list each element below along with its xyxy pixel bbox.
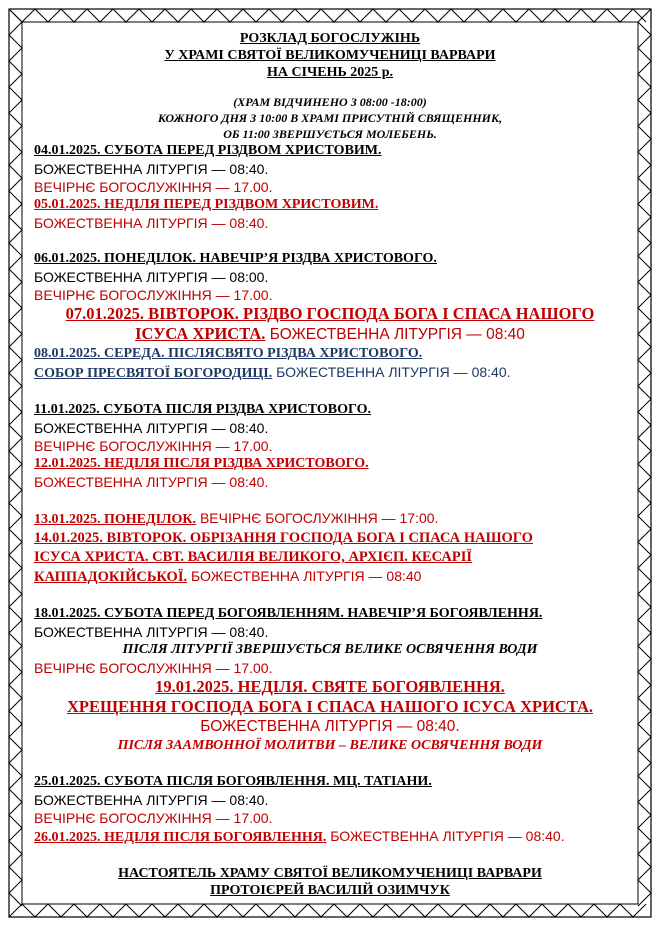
day-heading-1201: 12.01.2025. НЕДІЛЯ ПІСЛЯ РІЗДВА ХРИСТОВОГО. <box>34 456 369 471</box>
day-heading-0401: 04.01.2025. СУБОТА ПЕРЕД РІЗДВОМ ХРИСТОВИМ. <box>34 143 382 158</box>
service-line: БОЖЕСТВЕННА ЛІТУРГІЯ — 08:00. <box>34 269 269 285</box>
day-1401-line-3: КАППАДОКІЙСЬКОЇ. <box>34 569 188 585</box>
service-line: БОЖЕСТВЕННА ЛІТУРГІЯ — 08:40. <box>34 624 269 640</box>
title-line-1: РОЗКЛАД БОГОСЛУЖІНЬ <box>239 31 421 46</box>
notice-line-2: КОЖНОГО ДНЯ З 10:00 В ХРАМІ ПРИСУТНІЙ СВЯЩЕННИК, <box>157 111 503 125</box>
day-heading-1401 <box>34 529 626 587</box>
service-line: ВЕЧІРНЄ БОГОСЛУЖІННЯ — 17.00. <box>34 660 273 676</box>
day-1401-line-2: ІСУСА ХРИСТА. СВТ. ВАСИЛІЯ ВЕЛИКОГО, АРХІЄП. КЕСАРІЇ <box>34 549 473 565</box>
border-ornament-segment <box>9 9 22 906</box>
service-line: ВЕЧІРНЄ БОГОСЛУЖІННЯ — 17.00. <box>34 438 273 454</box>
day-heading-1101: 11.01.2025. СУБОТА ПІСЛЯ РІЗДВА ХРИСТОВОГО. <box>34 402 371 417</box>
service-line: ВЕЧІРНЄ БОГОСЛУЖІННЯ — 17:00. <box>196 510 439 526</box>
day-heading-1801: 18.01.2025. СУБОТА ПЕРЕД БОГОЯВЛЕННЯМ. НАВЕЧІР’Я БОГОЯВЛЕННЯ. <box>34 606 543 621</box>
day-heading-0701 <box>34 304 626 345</box>
title-line-3: НА СІЧЕНЬ 2025 р. <box>266 65 394 80</box>
day-heading-2501: 25.01.2025. СУБОТА ПІСЛЯ БОГОЯВЛЕННЯ. МЦ. ТАТІАНИ. <box>34 774 432 789</box>
border-ornament-segment <box>9 9 646 22</box>
opening-hours-notice <box>34 94 626 142</box>
service-line: ВЕЧІРНЄ БОГОСЛУЖІННЯ — 17.00. <box>34 810 273 826</box>
service-line: БОЖЕСТВЕННА ЛІТУРГІЯ — 08:40. <box>34 792 269 808</box>
day-heading-0501: 05.01.2025. НЕДІЛЯ ПЕРЕД РІЗДВОМ ХРИСТОВИМ. <box>34 197 379 212</box>
christmas-line-2: ІСУСА ХРИСТА. <box>135 324 266 343</box>
schedule-document <box>34 30 626 899</box>
service-line: ВЕЧІРНЄ БОГОСЛУЖІННЯ — 17.00. <box>34 179 273 195</box>
water-blessing-note: ПІСЛЯ ЛІТУРГІЇ ЗВЕРШУЄТЬСЯ ВЕЛИКЕ ОСВЯЧЕННЯ ВОДИ <box>122 642 538 657</box>
day-subheading-0801: СОБОР ПРЕСВЯТОЇ БОГОРОДИЦІ. <box>34 366 273 381</box>
day-heading-1901 <box>34 677 626 737</box>
christmas-line-1: 07.01.2025. ВІВТОРОК. РІЗДВО ГОСПОДА БОГА І СПАСА НАШОГО <box>65 304 595 323</box>
service-line: БОЖЕСТВЕННА ЛІТУРГІЯ — 08:40. <box>326 828 565 844</box>
day-heading-0801: 08.01.2025. СЕРЕДА. ПІСЛЯСВЯТО РІЗДВА ХРИСТОВОГО. <box>34 346 423 361</box>
day-heading-2601: 26.01.2025. НЕДІЛЯ ПІСЛЯ БОГОЯВЛЕННЯ. <box>34 830 327 845</box>
rector-name: ПРОТОІЄРЕЙ ВАСИЛІЙ ОЗИМЧУК <box>210 883 450 898</box>
day-heading-0601: 06.01.2025. ПОНЕДІЛОК. НАВЕЧІР’Я РІЗДВА ХРИСТОВОГО. <box>34 251 437 266</box>
service-line: БОЖЕСТВЕННА ЛІТУРГІЯ — 08:40. <box>34 420 269 436</box>
service-line: БОЖЕСТВЕННА ЛІТУРГІЯ — 08:40 <box>265 326 525 343</box>
border-ornament-segment <box>638 9 651 906</box>
service-line: БОЖЕСТВЕННА ЛІТУРГІЯ — 08:40. <box>34 215 269 231</box>
day-heading-1301: 13.01.2025. ПОНЕДІЛОК. <box>34 512 197 527</box>
service-line: БОЖЕСТВЕННА ЛІТУРГІЯ — 08:40. <box>34 161 269 177</box>
notice-line-3: ОБ 11:00 ЗВЕРШУЄТЬСЯ МОЛЕБЕНЬ. <box>223 127 437 141</box>
service-line: БОЖЕСТВЕННА ЛІТУРГІЯ — 08:40. <box>34 474 269 490</box>
theophany-line-1: 19.01.2025. НЕДІЛЯ. СВЯТЕ БОГОЯВЛЕННЯ. <box>155 677 505 696</box>
page-title <box>34 30 626 81</box>
title-line-2: У ХРАМІ СВЯТОЇ ВЕЛИКОМУЧЕНИЦІ ВАРВАРИ <box>164 48 496 63</box>
theophany-line-2: ХРЕЩЕННЯ ГОСПОДА БОГА І СПАСА НАШОГО ІСУСА ХРИСТА. <box>66 697 594 716</box>
great-blessing-note: ПІСЛЯ ЗААМВОННОЇ МОЛИТВИ – ВЕЛИКЕ ОСВЯЧЕННЯ ВОДИ <box>117 738 543 753</box>
signature-block <box>34 865 626 899</box>
service-line: БОЖЕСТВЕННА ЛІТУРГІЯ — 08:40 <box>187 568 422 584</box>
rector-title: НАСТОЯТЕЛЬ ХРАМУ СВЯТОЇ ВЕЛИКОМУЧЕНИЦІ ВАРВАРИ <box>118 866 542 881</box>
border-ornament-segment <box>9 904 646 917</box>
service-line: БОЖЕСТВЕННА ЛІТУРГІЯ — 08:40. <box>200 718 460 735</box>
day-1401-line-1: 14.01.2025. ВІВТОРОК. ОБРІЗАННЯ ГОСПОДА БОГА І СПАСА НАШОГО <box>34 530 533 546</box>
notice-line-1: (ХРАМ ВІДЧИНЕНО З 08:00 -18:00) <box>233 95 427 109</box>
service-line: ВЕЧІРНЄ БОГОСЛУЖІННЯ — 17.00. <box>34 287 273 303</box>
service-line: БОЖЕСТВЕННА ЛІТУРГІЯ — 08:40. <box>272 364 511 380</box>
